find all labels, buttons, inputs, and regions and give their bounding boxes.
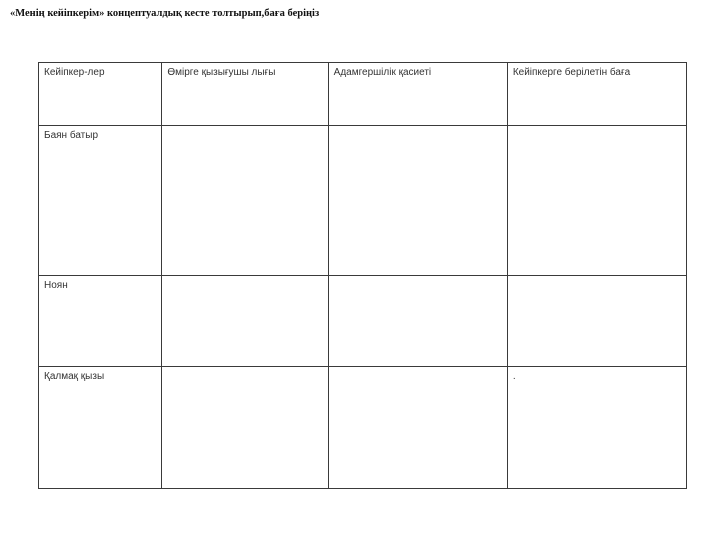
table-cell[interactable] [507, 126, 686, 276]
table-row [39, 276, 687, 367]
table-cell[interactable] [507, 276, 686, 367]
table-cell[interactable] [328, 367, 507, 489]
character-name: Ноян [39, 276, 162, 367]
character-name: Баян батыр [39, 126, 162, 276]
concept-table [38, 62, 687, 489]
header-moral-quality: Адамгершілік қасиеті [328, 63, 507, 126]
table-cell[interactable] [328, 276, 507, 367]
table-header-row [39, 63, 687, 126]
worksheet-title: «Менің кейіпкерім» концептуалдық кесте толтырып,баға беріңіз [10, 8, 320, 19]
header-grade: Кейіпкерге берілетін баға [507, 63, 686, 126]
character-name: Қалмақ қызы [39, 367, 162, 489]
table-cell[interactable] [162, 276, 328, 367]
table-cell[interactable] [328, 126, 507, 276]
table-row [39, 367, 687, 489]
table-cell[interactable]: . [507, 367, 686, 489]
table-row [39, 126, 687, 276]
header-characters: Кейіпкер-лер [39, 63, 162, 126]
header-interest-in-life: Өмірге қызығушы лығы [162, 63, 328, 126]
table-cell[interactable] [162, 367, 328, 489]
table-cell[interactable] [162, 126, 328, 276]
